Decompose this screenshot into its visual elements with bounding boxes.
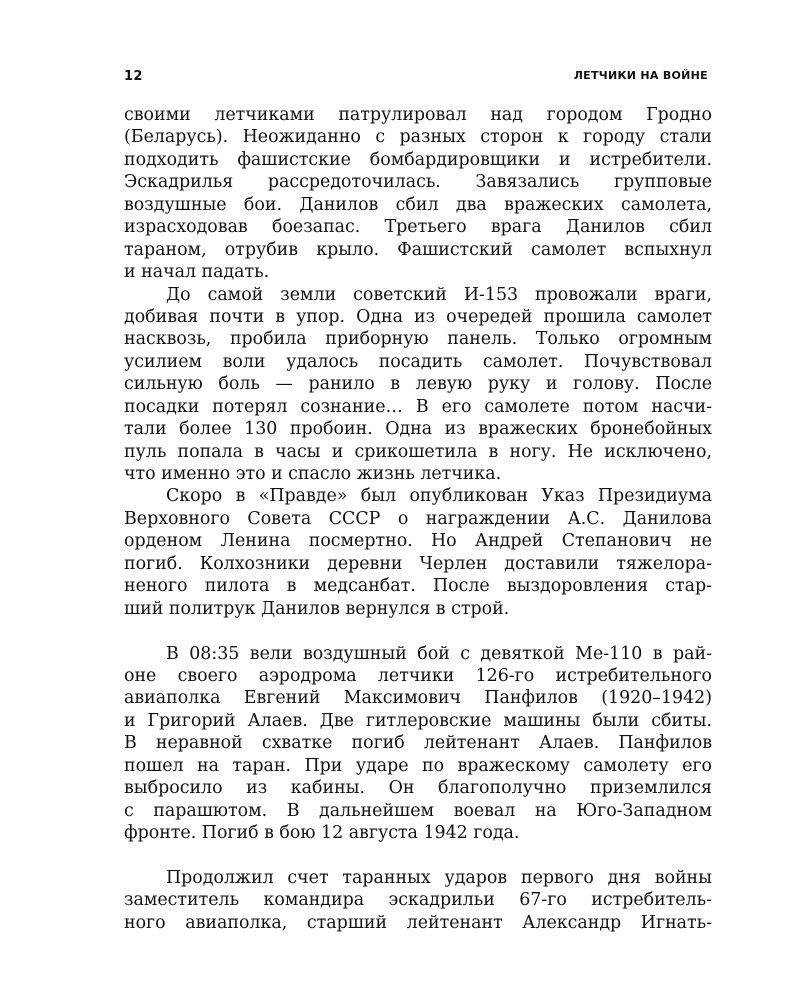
text-line: усилием воли удалось посадить самолет. Почувствовал (124, 351, 712, 372)
text-line: что именно это и спасло жизнь летчика. (124, 464, 502, 484)
text-line: подходить фашистские бомбардировщики и истребители. (124, 149, 712, 170)
section-gap (124, 844, 712, 866)
paragraph-2 (124, 284, 712, 486)
page-number: 12 (124, 69, 143, 84)
text-line: До самой земли советский И-153 провожали враги, (166, 284, 712, 305)
text-line: Скоро в «Правде» был опубликован Указ Президиума (166, 486, 712, 507)
text-line: израсходовав боезапас. Третьего врага Данилов сбил (124, 217, 712, 238)
text-line: погиб. Колхозники деревни Черлен доставили тяжелора- (124, 553, 712, 574)
text-line: ного авиаполка, старший лейтенант Александр Игнать- (124, 912, 712, 933)
text-line: пуль попала в часы и срикошетила в ногу. Не исключено, (124, 441, 712, 462)
text-line: выбросило из кабины. Он благополучно приземлился (124, 778, 712, 799)
text-line: и начал падать. (124, 262, 270, 283)
paragraph-3 (124, 485, 712, 620)
paragraph-1 (124, 104, 712, 284)
text-line: тали более 130 пробоин. Одна из вражеских бронебойных (124, 419, 712, 440)
section-gap (124, 620, 712, 642)
text-line: орденом Ленина посмертно. Но Андрей Степанович не (124, 531, 712, 552)
text-line: пошел на таран. При ударе по вражескому самолету его (124, 755, 712, 776)
text-line: насквозь, пробила приборную панель. Только огромным (124, 329, 712, 350)
text-line: неного пилота в медсанбат. После выздоровления стар- (124, 576, 712, 597)
text-line: (Беларусь). Неожиданно с разных сторон к городу стали (124, 127, 712, 148)
body-text (124, 104, 712, 934)
running-head (124, 67, 708, 87)
text-line: фронте. Погиб в бою 12 августа 1942 года. (124, 823, 520, 843)
text-line: В неравной схватке погиб лейтенант Алаев. Панфилов (124, 733, 712, 754)
text-line: своими летчиками патрулировал над городом Гродно (124, 105, 712, 125)
text-line: заместитель командира эскадрильи 67-го истребитель- (124, 890, 712, 911)
text-line: ший политрук Данилов вернулся в строй. (124, 598, 510, 619)
paragraph-4 (124, 643, 712, 845)
text-line: сильную боль — ранило в левую руку и голову. После (124, 374, 712, 395)
text-line: и Григорий Алаев. Две гитлеровские машины были сбиты. (124, 710, 712, 731)
text-line: Верховного Совета СССР о награждении А.С. Данилова (124, 508, 712, 529)
text-line: воздушные бои. Данилов сбил два вражеских самолета, (124, 194, 712, 215)
text-line: с парашютом. В дальнейшем воевал на Юго-Западном (124, 800, 712, 821)
text-line: посадки потерял сознание… В его самолете потом насчи- (124, 396, 712, 417)
running-title: ЛЕТЧИКИ НА ВОЙНЕ (573, 69, 708, 82)
text-line: добивая почти в упор. Одна из очередей прошила самолет (124, 306, 712, 327)
text-line: Эскадрилья рассредоточилась. Завязались групповые (124, 172, 712, 193)
text-line: тараном, отрубив крыло. Фашистский самолет вспыхнул (124, 239, 712, 260)
text-line: Продолжил счет таранных ударов первого дня войны (166, 867, 712, 888)
paragraph-5 (124, 867, 712, 934)
text-line: В 08:35 вели воздушный бой с девяткой Ме-110 в рай- (166, 643, 712, 664)
text-line: авиаполка Евгений Максимович Панфилов (1920–1942) (124, 688, 712, 709)
text-line: оне своего аэродрома летчики 126-го истребительного (124, 665, 712, 686)
